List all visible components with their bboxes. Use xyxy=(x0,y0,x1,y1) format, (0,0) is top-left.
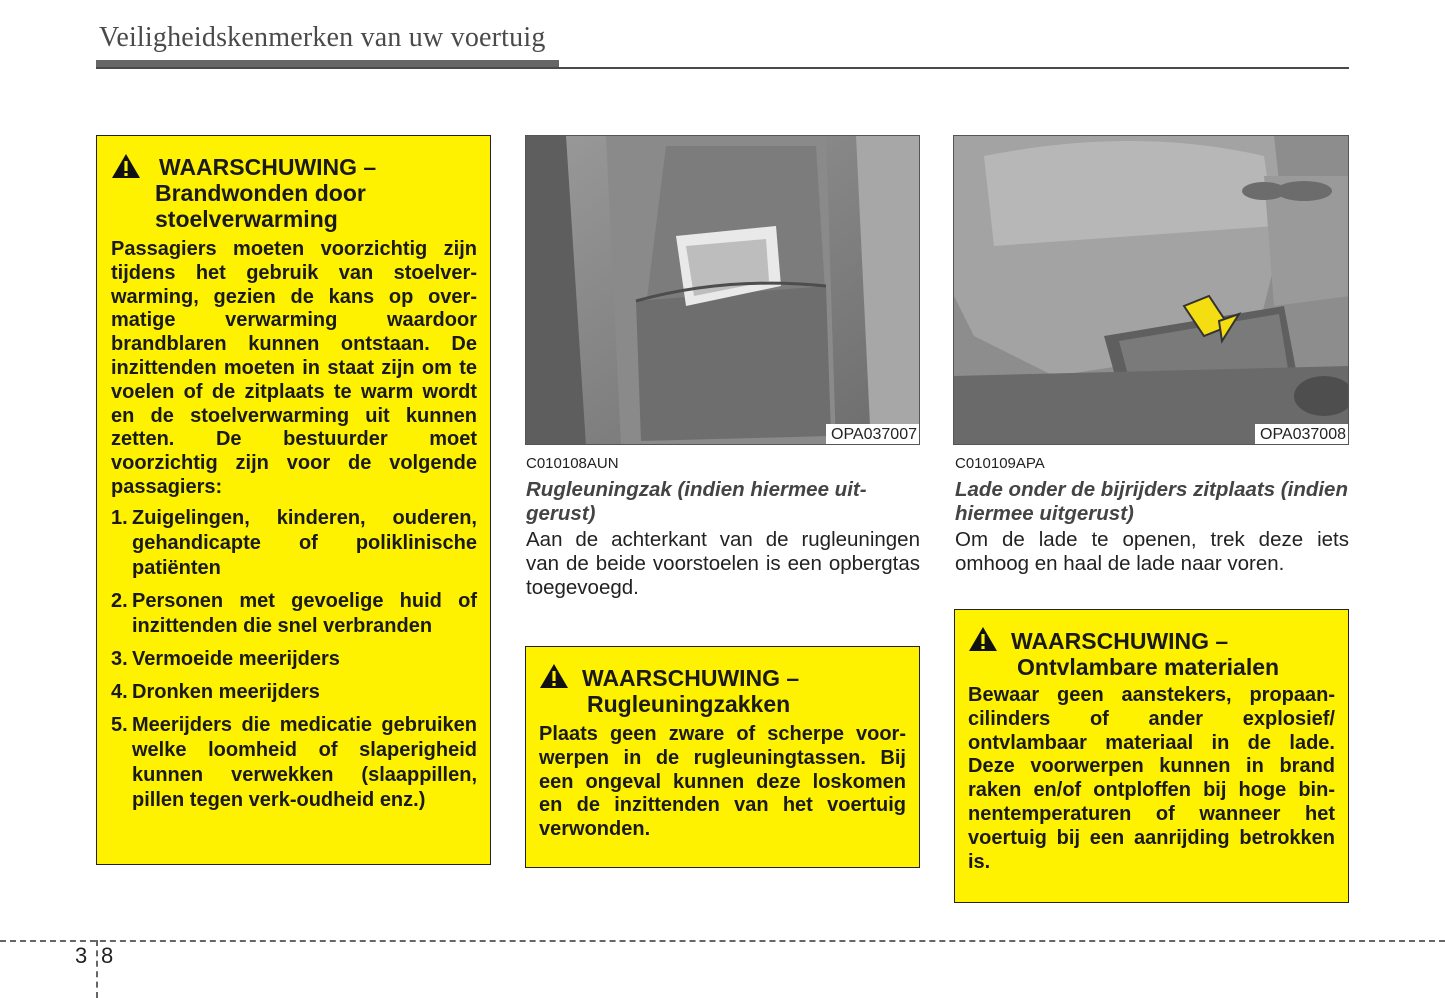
warning-body: Passagiers moeten voorzichtig zijn tijdens het gebruik van stoelver-warming, gezien de kans op over-matige verwarming waardoor brandblaren kunnen ontstaan. De inzittenden moeten in staat zijn om te voelen of de zitplaats te warm wordt en de stoelverwarming uit kunnen zetten. De bestuurder moet voorzichtig zijn voor de volgende passagiers: xyxy=(111,238,477,498)
section-title: Lade onder de bijrijders zitplaats (indien hiermee uitgerust) xyxy=(955,478,1348,525)
list-item xyxy=(111,647,477,672)
under-seat-drawer-photo xyxy=(953,135,1349,445)
section-code: C010108AUN xyxy=(526,455,619,472)
section-body: Aan de achterkant van de rugleuningen van de beide voorstoelen is een opbergtas toegevoegd. xyxy=(526,528,920,599)
warning-subheading: Ontvlambare materialen xyxy=(1017,654,1280,680)
section-body: Om de lade te openen, trek deze iets omhoog en haal de lade naar voren. xyxy=(955,528,1349,575)
list-text: Dronken meerijders xyxy=(132,680,320,703)
photo-code: OPA037008 xyxy=(1255,424,1348,444)
chapter-number: 3 xyxy=(75,943,88,968)
warning-box-flammable-materials xyxy=(954,609,1349,903)
risk-passenger-list xyxy=(111,506,477,813)
header-rule xyxy=(96,67,1349,69)
warning-subheading: Rugleuningzakken xyxy=(587,691,791,717)
warning-triangle-icon xyxy=(111,153,141,179)
warning-heading: WAARSCHUWING – xyxy=(1011,628,1229,654)
warning-body: Plaats geen zware of scherpe voor-werpen in de rugleuningtassen. Bij een ongeval kunnen deze loskomen en de inzittenden van het voertuig verwonden. xyxy=(539,723,906,841)
section-title: Rugleuningzak (indien hiermee uit-gerust) xyxy=(526,478,867,525)
list-number: 5. xyxy=(111,713,128,736)
list-number: 2. xyxy=(111,589,128,612)
list-item xyxy=(111,713,477,813)
list-text: Personen met gevoelige huid of inzittenden die snel verbranden xyxy=(132,589,477,637)
seatback-pocket-photo xyxy=(525,135,920,445)
page-number: 8 xyxy=(101,943,114,968)
warning-heading: WAARSCHUWING – xyxy=(159,154,377,180)
warning-heading: WAARSCHUWING – xyxy=(582,665,800,691)
warning-box-seat-heating xyxy=(96,135,491,865)
section-code: C010109APA xyxy=(955,455,1045,472)
list-text: Zuigelingen, kinderen, ouderen, gehandicapte of poliklinische patiënten xyxy=(132,506,477,579)
page-header-title: Veiligheidskenmerken van uw voertuig xyxy=(99,22,546,53)
warning-body: Bewaar geen aanstekers, propaan-cilinders of ander explosief/ ontvlambaar materiaal in de lade. Deze voorwerpen kunnen in brand raken en/of ontploffen bij hoge bin-nentemperaturen of wanneer het voertuig bij een aanrijding betrokken is. xyxy=(968,684,1335,873)
list-item xyxy=(111,506,477,581)
photo-code: OPA037007 xyxy=(826,424,919,444)
list-item xyxy=(111,680,477,705)
warning-triangle-icon xyxy=(539,663,569,689)
list-text: Meerijders die medicatie gebruiken welke loomheid of slaperigheid kunnen verwekken (slaappillen, pillen tegen verk-oudheid enz.) xyxy=(132,713,477,811)
list-number: 1. xyxy=(111,506,128,529)
footer-page-divider xyxy=(96,940,98,998)
footer-divider xyxy=(0,940,1445,942)
list-text: Vermoeide meerijders xyxy=(132,647,340,670)
list-number: 4. xyxy=(111,680,128,703)
warning-triangle-icon xyxy=(968,626,998,652)
list-item xyxy=(111,589,477,639)
warning-subheading: Brandwonden door xyxy=(155,180,366,206)
warning-box-seatback-pockets xyxy=(525,646,920,868)
list-number: 3. xyxy=(111,647,128,670)
warning-subheading-2: stoelverwarming xyxy=(155,206,338,232)
